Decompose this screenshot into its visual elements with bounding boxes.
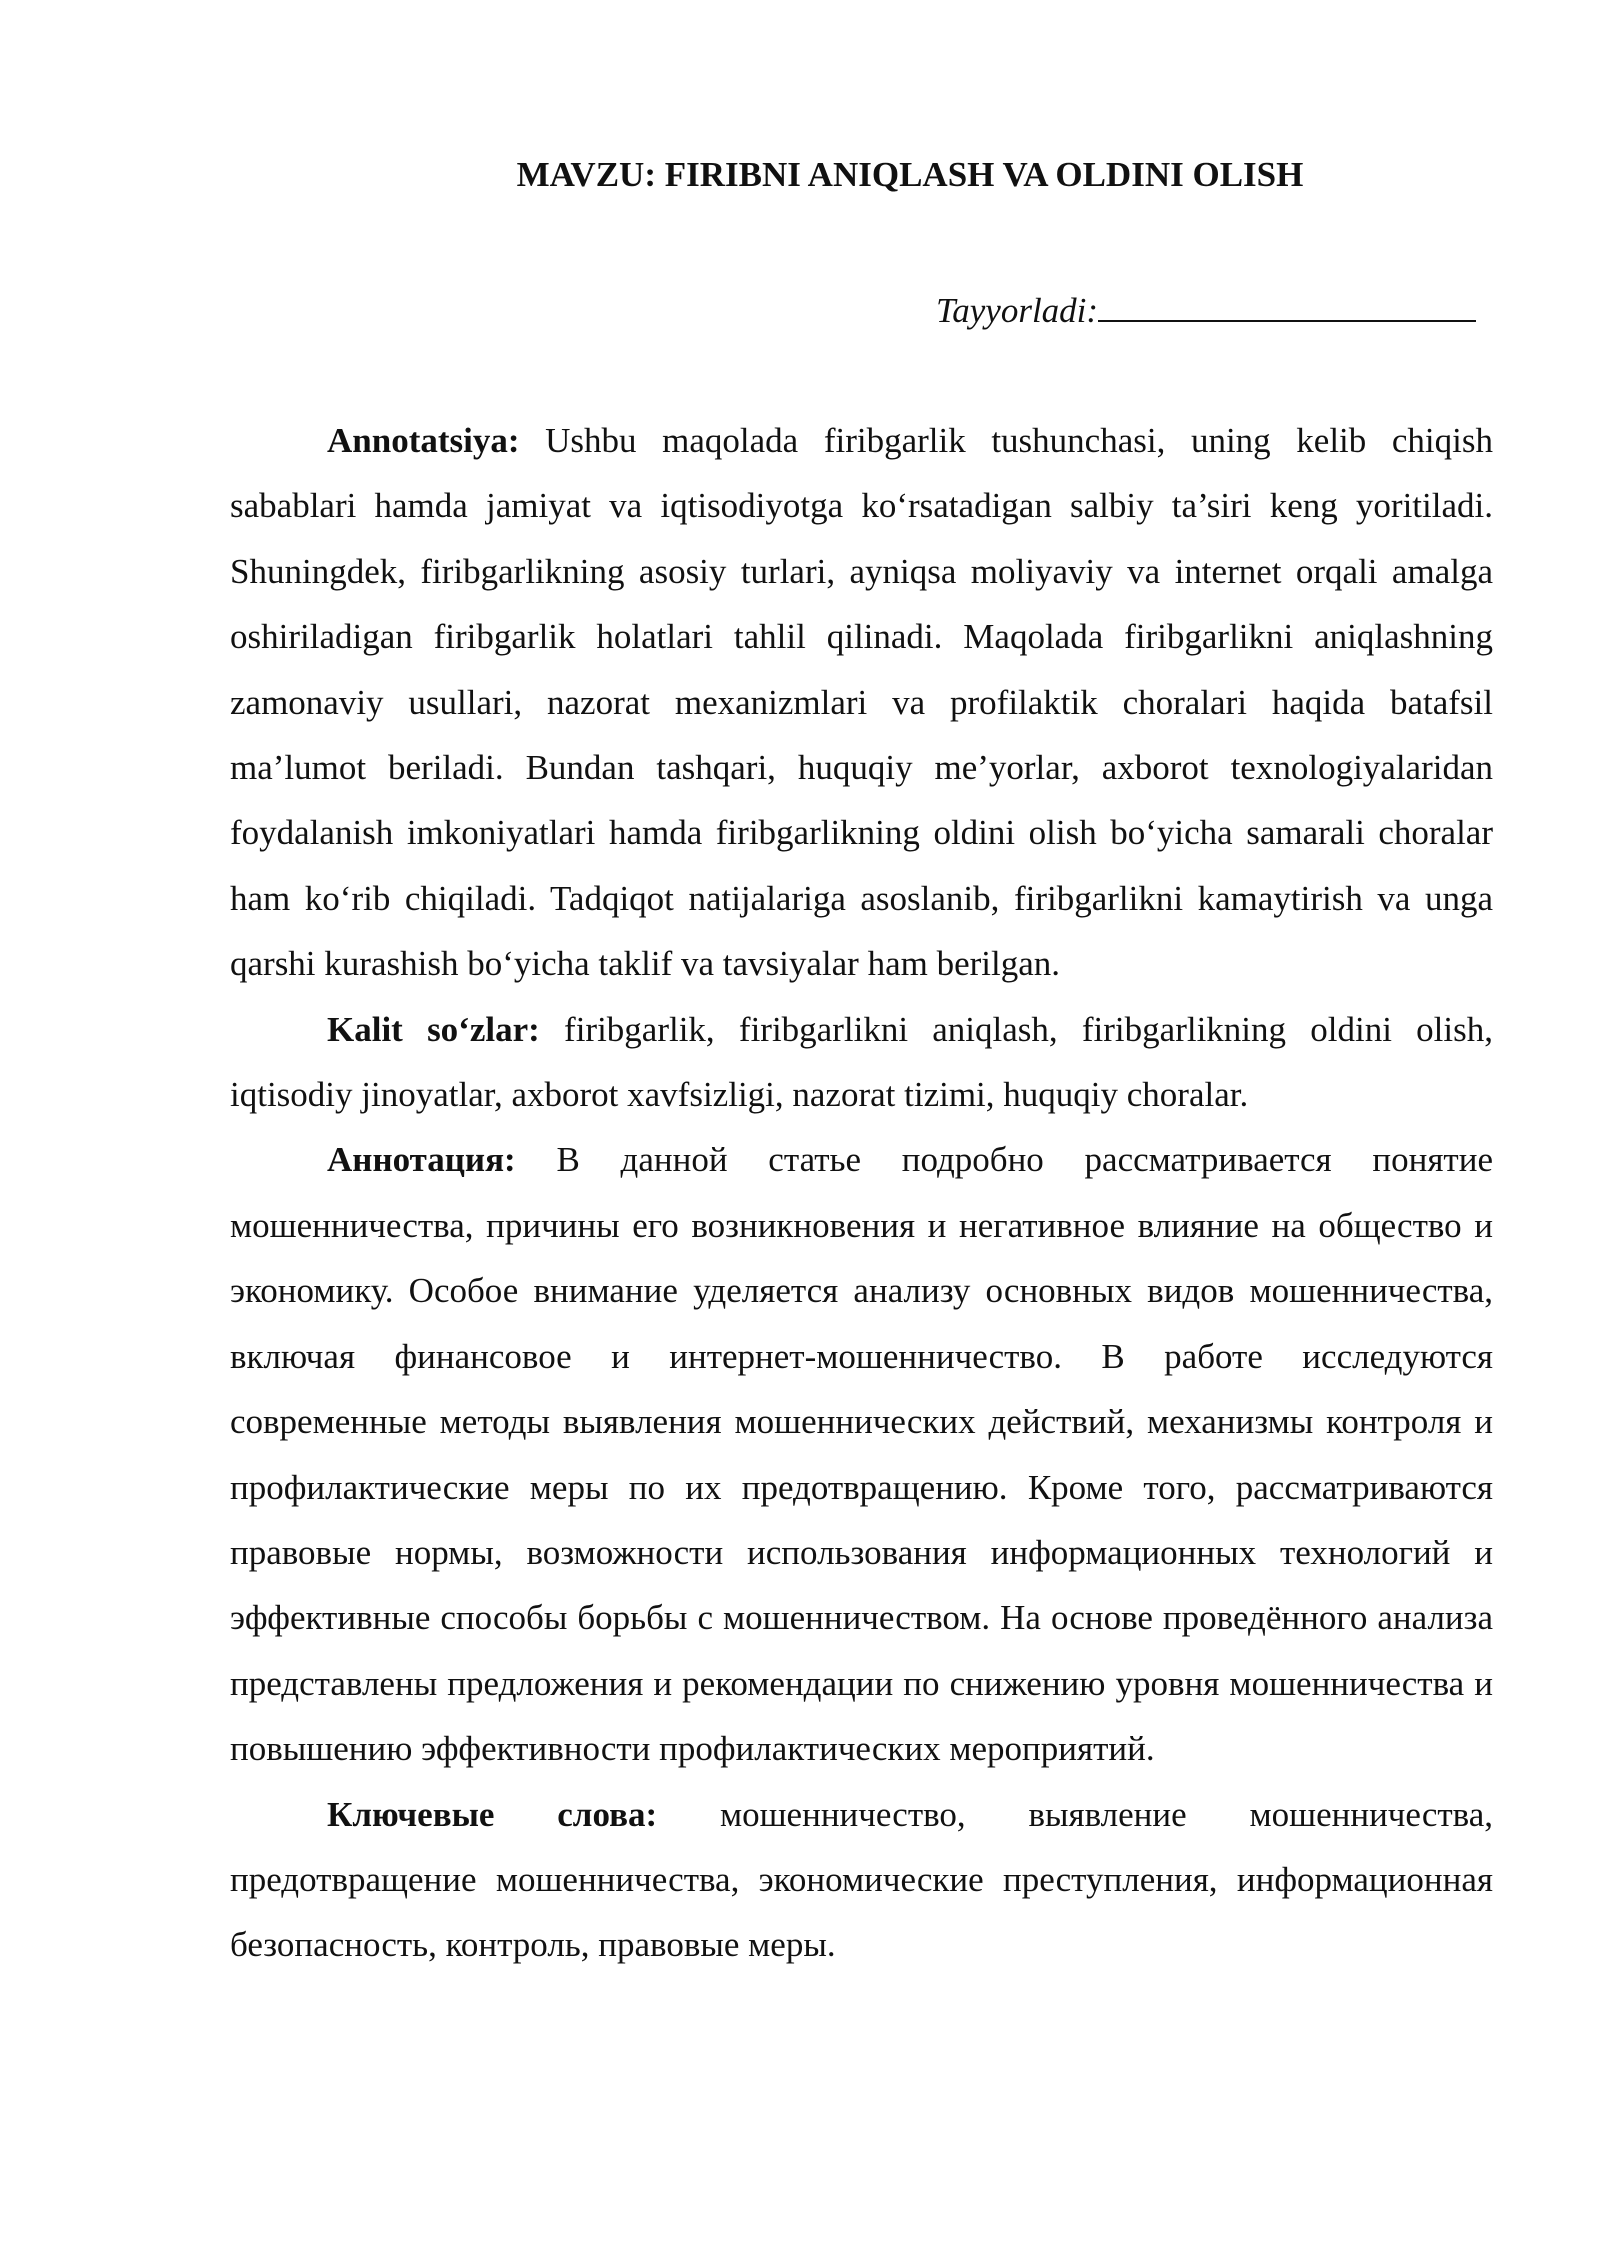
annotation-ru-paragraph	[230, 1127, 1493, 1781]
annotation-ru-label: Аннотация:	[327, 1140, 516, 1180]
keywords-uz-text: firibgarlik, firibgarlikni aniqlash, firibgarlikning oldini olish, iqtisodiy jinoyatlar, axborot xavfsizligi, nazorat tizimi, huquqiy choralar.	[230, 1009, 1493, 1115]
prepared-by-label: Tayyorladi:	[936, 291, 1099, 330]
keywords-ru-paragraph	[230, 1782, 1493, 1978]
prepared-by-line	[936, 282, 1476, 336]
keywords-ru-label: Ключевые слова:	[327, 1794, 658, 1834]
keywords-uz-label: Kalit so‘zlar:	[327, 1009, 540, 1049]
prepared-by-blank-field	[1098, 282, 1476, 322]
annotation-uz-label: Annotatsiya:	[327, 421, 520, 460]
annotation-ru-text: В данной статье подробно рассматривается понятие мошенничества, причины его возникновения и негативное влияние на общество и экономику. Особое внимание уделяется анализу основных видов мошенничества, включая финансовое и интернет-мошенничество. В работе исследуются современные методы выявления мошеннических действий, механизмы контроля и профилактические меры по их предотвращению. Кроме того, рассматриваются правовые нормы, возможности использования информационных технологий и эффективные способы борьбы с мошенничеством. На основе проведённого анализа представлены предложения и рекомендации по снижению уровня мошенничества и повышению эффективности профилактических мероприятий.	[230, 1140, 1493, 1769]
document-body	[230, 408, 1493, 1978]
annotation-uz-paragraph	[230, 408, 1493, 997]
keywords-ru-text: мошенничество, выявление мошенничества, предотвращение мошенничества, экономические преступления, информационная безопасность, контроль, правовые меры.	[230, 1794, 1493, 1965]
annotation-uz-text: Ushbu maqolada firibgarlik tushunchasi, uning kelib chiqish sabablari hamda jamiyat va iqtisodiyotga ko‘rsatadigan salbiy ta’siri keng yoritiladi. Shuningdek, firibgarlikning asosiy turlari, ayniqsa moliyaviy va internet orqali amalga oshiriladigan firibgarlik holatlari tahlil qilinadi. Maqolada firibgarlikni aniqlashning zamonaviy usullari, nazorat mexanizmlari va profilaktik choralari haqida batafsil ma’lumot beriladi. Bundan tashqari, huquqiy me’yorlar, axborot texnologiyalaridan foydalanish imkoniyatlari hamda firibgarlikning oldini olish bo‘yicha samarali choralar ham ko‘rib chiqiladi. Tadqiqot natijalariga asoslanib, firibgarlikni kamaytirish va unga qarshi kurashish bo‘yicha taklif va tavsiyalar ham berilgan.	[230, 421, 1493, 984]
keywords-uz-paragraph	[230, 997, 1493, 1128]
document-title: MAVZU: FIRIBNI ANIQLASH VA OLDINI OLISH	[516, 155, 1304, 194]
